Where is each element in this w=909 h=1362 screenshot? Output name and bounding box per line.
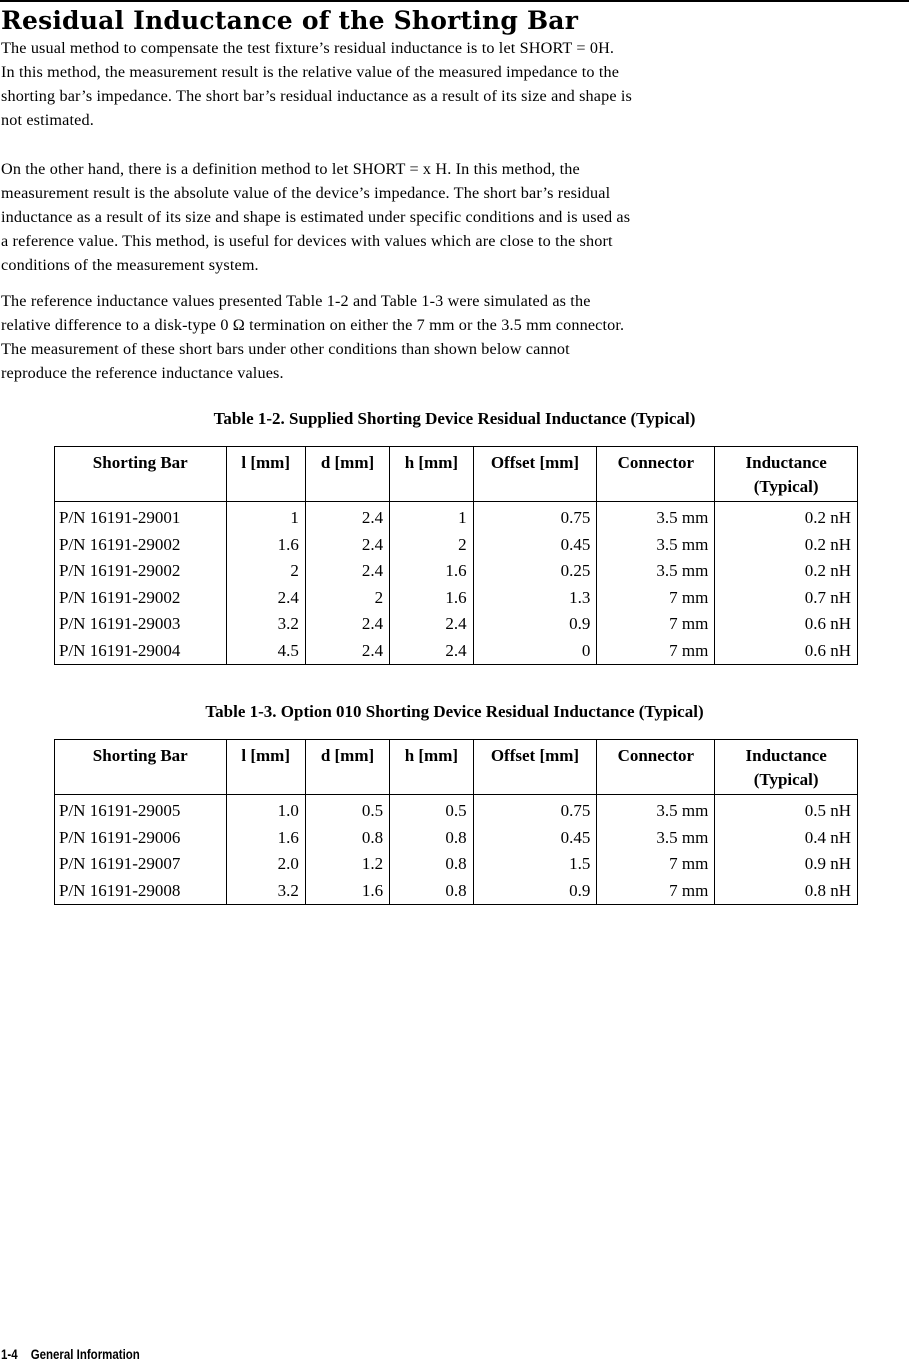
table-cell: 0.2 nH: [715, 532, 858, 559]
table-cell: 1.6: [390, 585, 473, 612]
table-cell: 0.45: [473, 532, 597, 559]
footer-section: General Information: [30, 1346, 140, 1362]
text-line: measurement result is the absolute value of the device’s impedance. The short bar’s residual: [1, 184, 611, 202]
table-cell: 2.4: [390, 611, 473, 638]
table-cell: 0.5: [305, 795, 389, 825]
table-cell: 0.45: [473, 825, 597, 852]
table-cell: 0.8 nH: [715, 878, 858, 905]
table-cell: 2: [305, 585, 389, 612]
column-header: Offset [mm]: [473, 447, 597, 502]
section-title: Residual Inductance of the Shorting Bar: [1, 6, 579, 35]
column-header: Inductance (Typical): [715, 740, 858, 795]
table-cell: P/N 16191-29002: [59, 561, 181, 581]
text-line: inductance as a result of its size and shape is estimated under specific conditions and is used as: [1, 208, 631, 226]
column-header: Offset [mm]: [473, 740, 597, 795]
table-cell: 3.2: [226, 878, 305, 905]
table-cell: 7 mm: [597, 585, 715, 612]
table-row: [55, 502, 858, 532]
table-cell: 2: [390, 532, 473, 559]
paragraph-1: [1, 36, 632, 132]
top-rule: [0, 0, 909, 2]
table-cell: 1.6: [390, 558, 473, 585]
text-line: relative difference to a disk-type 0 Ω termination on either the 7 mm or the 3.5 mm connector.: [1, 316, 625, 334]
table-cell: 2.4: [305, 502, 389, 532]
text-line: The measurement of these short bars under other conditions than shown below cannot: [1, 340, 570, 358]
table-row: [55, 611, 858, 638]
table-cell: 0.2 nH: [715, 502, 858, 532]
table-cell: 0.8: [390, 878, 473, 905]
table-cell: 0.75: [473, 795, 597, 825]
table-cell: 1.6: [226, 532, 305, 559]
table-row: [55, 532, 858, 559]
table-cell: 0.9: [473, 878, 597, 905]
table-cell: 7 mm: [597, 851, 715, 878]
table-1-3: [54, 739, 858, 905]
table-cell: P/N 16191-29002: [59, 587, 181, 607]
table-cell: 1.0: [226, 795, 305, 825]
table-cell: 3.5 mm: [597, 502, 715, 532]
table-cell: 1.3: [473, 585, 597, 612]
table-cell: 7 mm: [597, 638, 715, 665]
table-row: [55, 878, 858, 905]
table-cell: 3.5 mm: [597, 532, 715, 559]
table-cell: 0: [473, 638, 597, 665]
header-row: [55, 447, 858, 502]
table-cell: 2.4: [305, 532, 389, 559]
table-cell: 2.4: [390, 638, 473, 665]
table-row: [55, 851, 858, 878]
table-cell: 2.4: [305, 611, 389, 638]
page-footer: [1, 1346, 140, 1362]
text-line: reproduce the reference inductance values.: [1, 364, 284, 382]
table-cell: 3.5 mm: [597, 558, 715, 585]
page-number: 1-4: [1, 1346, 18, 1362]
text-line: On the other hand, there is a definition method to let SHORT = x H. In this method, the: [1, 160, 580, 178]
table-cell: 3.5 mm: [597, 795, 715, 825]
table-cell: 0.2 nH: [715, 558, 858, 585]
paragraph-3: [1, 289, 624, 385]
column-header: Inductance (Typical): [715, 447, 858, 502]
table-1-2: [54, 446, 858, 665]
table-cell: P/N 16191-29006: [59, 827, 181, 847]
table-row: [55, 638, 858, 665]
table-1-2-caption: Table 1-2. Supplied Shorting Device Residual Inductance (Typical): [213, 409, 696, 428]
table-cell: P/N 16191-29005: [59, 801, 181, 821]
table-row: [55, 585, 858, 612]
table-cell: 2.4: [226, 585, 305, 612]
table-cell: 0.7 nH: [715, 585, 858, 612]
table-cell: 1.5: [473, 851, 597, 878]
text-line: a reference value. This method, is useful for devices with values which are close to the short: [1, 232, 613, 250]
table-cell: 1: [226, 502, 305, 532]
text-line: The usual method to compensate the test fixture’s residual inductance is to let SHORT = 0H.: [1, 39, 615, 57]
table-cell: P/N 16191-29001: [59, 508, 181, 528]
column-header: d [mm]: [305, 740, 389, 795]
table-row: [55, 795, 858, 825]
column-header: h [mm]: [390, 740, 473, 795]
table-row: [55, 558, 858, 585]
table-cell: 0.6 nH: [715, 611, 858, 638]
table-cell: P/N 16191-29004: [59, 640, 181, 660]
column-header: h [mm]: [390, 447, 473, 502]
table-cell: 1.6: [305, 878, 389, 905]
table-cell: 0.25: [473, 558, 597, 585]
table-cell: 0.8: [305, 825, 389, 852]
table-cell: 0.5 nH: [715, 795, 858, 825]
table-cell: P/N 16191-29002: [59, 534, 181, 554]
table-cell: 0.4 nH: [715, 825, 858, 852]
table-cell: 0.8: [390, 825, 473, 852]
table-cell: 2.4: [305, 558, 389, 585]
table-cell: P/N 16191-29007: [59, 854, 181, 874]
table-cell: 3.5 mm: [597, 825, 715, 852]
table-cell: 7 mm: [597, 611, 715, 638]
table-cell: 1.6: [226, 825, 305, 852]
text-line: not estimated.: [1, 111, 94, 129]
table-cell: 3.2: [226, 611, 305, 638]
table-cell: 1: [390, 502, 473, 532]
table-1-3-caption: Table 1-3. Option 010 Shorting Device Residual Inductance (Typical): [205, 702, 704, 721]
table-cell: 0.9: [473, 611, 597, 638]
table-cell: P/N 16191-29003: [59, 614, 181, 634]
column-header: l [mm]: [226, 740, 305, 795]
table-cell: 2.4: [305, 638, 389, 665]
table-cell: 2: [226, 558, 305, 585]
table-cell: 2.0: [226, 851, 305, 878]
paragraph-2: [1, 157, 630, 277]
table-cell: P/N 16191-29008: [59, 880, 181, 900]
table-cell: 0.75: [473, 502, 597, 532]
table-cell: 0.9 nH: [715, 851, 858, 878]
column-header: Connector: [597, 740, 715, 795]
column-header: Connector: [597, 447, 715, 502]
column-header: l [mm]: [226, 447, 305, 502]
text-line: The reference inductance values presented Table 1-2 and Table 1-3 were simulated as the: [1, 292, 591, 310]
text-line: In this method, the measurement result is the relative value of the measured impedance to the: [1, 63, 620, 81]
table-cell: 1.2: [305, 851, 389, 878]
header-row: [55, 740, 858, 795]
table-cell: 4.5: [226, 638, 305, 665]
table-cell: 0.5: [390, 795, 473, 825]
table-row: [55, 825, 858, 852]
text-line: conditions of the measurement system.: [1, 256, 259, 274]
column-header: Shorting Bar: [55, 447, 227, 502]
table-cell: 0.6 nH: [715, 638, 858, 665]
column-header: d [mm]: [305, 447, 389, 502]
table-cell: 7 mm: [597, 878, 715, 905]
text-line: shorting bar’s impedance. The short bar’s residual inductance as a result of its size and shape is: [1, 87, 633, 105]
column-header: Shorting Bar: [55, 740, 227, 795]
table-cell: 0.8: [390, 851, 473, 878]
